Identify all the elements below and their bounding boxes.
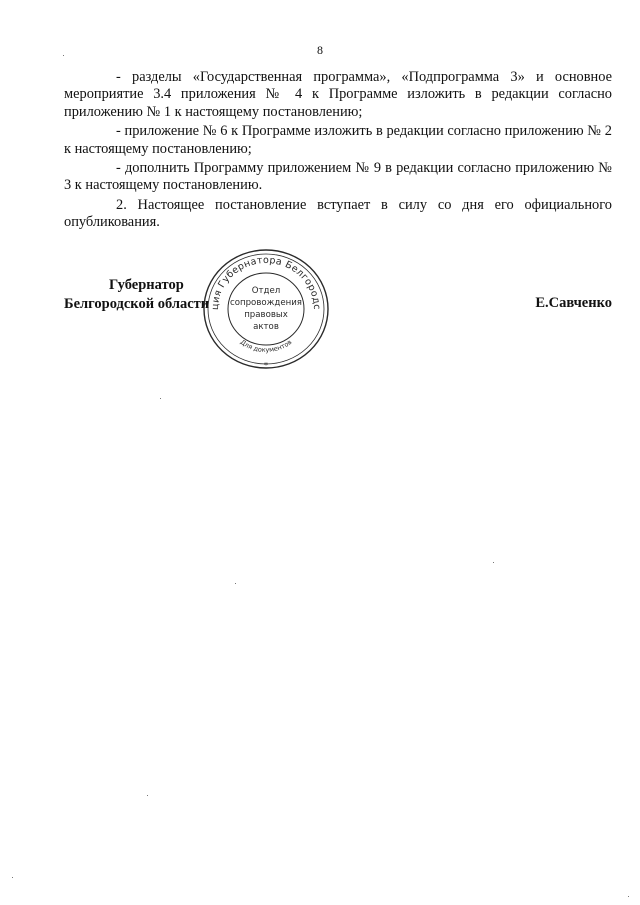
scan-speck xyxy=(160,398,161,399)
scan-speck xyxy=(12,877,13,878)
scan-speck xyxy=(63,55,64,56)
stamp-seal-icon xyxy=(196,244,336,374)
scan-speck xyxy=(493,562,494,563)
official-stamp xyxy=(196,244,336,374)
stamp-center-line-2: сопровождения xyxy=(230,298,302,308)
stamp-outer-text: ция Губернатора Белгородс xyxy=(209,254,323,311)
scan-speck xyxy=(147,795,148,796)
paragraph-appendix-9: - дополнить Программу приложением № 9 в редакции согласно приложению № 3 к настоящему постановлению. xyxy=(64,160,612,194)
signatory-title xyxy=(64,276,209,314)
stamp-center-line-1: Отдел xyxy=(251,286,281,296)
page-number: 8 xyxy=(317,43,323,57)
paragraph-appendix-6: - приложение № 6 к Программе изложить в редакции согласно приложению № 2 к настоящему постановлению; xyxy=(64,123,612,157)
paragraph-effective-date: 2. Настоящее постановление вступает в силу со дня его официального опубликования. xyxy=(64,196,612,231)
stamp-bottom-text: Для документов xyxy=(238,338,294,355)
stamp-center-line-4: актов xyxy=(253,322,279,332)
stamp-center-line-3: правовых xyxy=(244,310,288,320)
signatory-title-line1: Губернатор xyxy=(109,277,184,293)
paragraph-sections: - разделы «Государственная программа», «Подпрограмма 3» и основное мероприятие 3.4 приложения № 4 к Программе изложить в редакции согласно приложению № 1 к настоящему постановлению; xyxy=(64,69,612,120)
scan-speck xyxy=(628,896,629,897)
scan-speck xyxy=(235,583,236,584)
signatory-name: Е.Савченко xyxy=(535,295,612,311)
stamp-star: * xyxy=(264,361,268,370)
signatory-title-line2: Белгородской области xyxy=(64,296,210,312)
document-body xyxy=(64,69,612,232)
